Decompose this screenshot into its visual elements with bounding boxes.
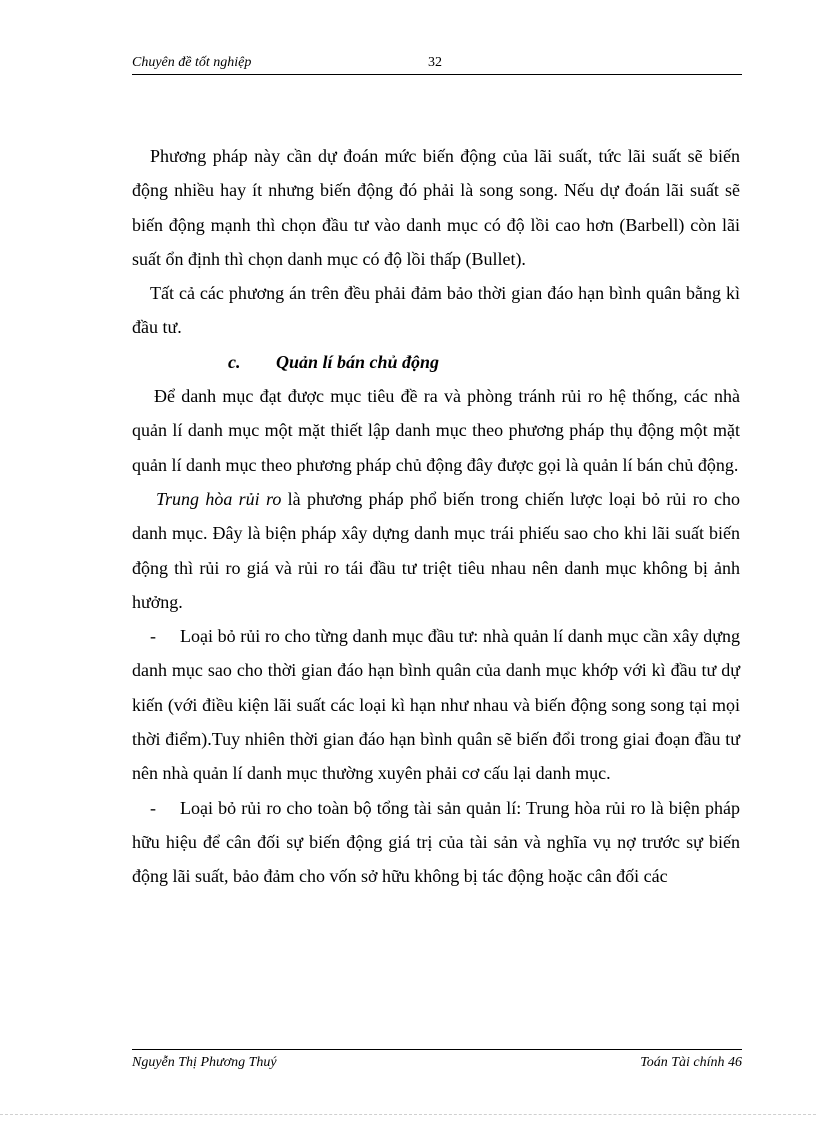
immunization-term: Trung hòa rủi ro (156, 488, 282, 509)
page-edge-divider (0, 1114, 816, 1115)
author-name: Nguyễn Thị Phương Thuý (132, 1055, 277, 1070)
paragraph-immunization (132, 482, 740, 619)
bullet-text: Loại bỏ rủi ro cho từng danh mục đầu tư: nhà quản lí danh mục cần xây dựng danh mục sao cho thời gian đáo hạn bình quân của danh mục khớp với kì đầu tư dự kiến (với điều kiện lãi suất các loại kì hạn như nhau và biến động song song tại mọi thời điểm).Tuy nhiên thời gian đáo hạn bình quân sẽ biến đổi trong giai đoạn đầu tư nên nhà quản lí danh mục thường xuyên phải cơ cấu lại danh mục. (132, 626, 740, 784)
bullet-text: Loại bỏ rủi ro cho toàn bộ tổng tài sản quản lí: Trung hòa rủi ro là biện pháp hữu hiệu để cân đối sự biến động giá trị của tài sản và nghĩa vụ nợ trước sự biến động lãi suất, bảo đảm cho vốn sở hữu không bị tác động hoặc cân đối các (132, 797, 740, 887)
section-heading-letter: c. (228, 351, 241, 372)
bullet-dash: - (150, 797, 156, 818)
bullet-dash: - (150, 626, 156, 647)
page-number: 32 (428, 55, 442, 70)
bullet-item-total-assets (132, 791, 740, 894)
page-body (132, 139, 740, 894)
immunization-description: là phương pháp phổ biến trong chiến lược loại bỏ rủi ro cho danh mục. Đây là biện pháp xây dựng danh mục trái phiếu sao cho khi lãi suất biến động thì rủi ro giá và rủi ro tái đầu tư triệt tiêu nhau nên danh mục không bị ảnh hưởng. (132, 488, 740, 612)
paragraph-barbell-bullet: Phương pháp này cần dự đoán mức biến động của lãi suất, tức lãi suất sẽ biến động nhiều hay ít nhưng biến động đó phải là song song. Nếu dự đoán lãi suất sẽ biến động mạnh thì chọn đầu tư vào danh mục có độ lồi cao hơn (Barbell) còn lãi suất ổn định thì chọn danh mục có độ lồi thấp (Bullet). (132, 146, 740, 269)
page-header (132, 54, 742, 75)
class-name: Toán Tài chính 46 (640, 1055, 742, 1070)
document-title: Chuyên đề tốt nghiệp (132, 55, 252, 70)
section-heading-text: Quản lí bán chủ động (276, 351, 440, 372)
bullet-item-portfolio (132, 619, 740, 790)
section-heading (132, 345, 740, 379)
page-footer (132, 1049, 742, 1074)
paragraph-semi-active-definition: Để danh mục đạt được mục tiêu đề ra và phòng tránh rủi ro hệ thống, các nhà quản lí danh mục một mặt thiết lập danh mục theo phương pháp thụ động một mặt quản lí danh mục theo phương pháp chủ động đây được gọi là quản lí bán chủ động. (132, 386, 740, 475)
paragraph-duration-requirement: Tất cả các phương án trên đều phải đảm bảo thời gian đáo hạn bình quân bằng kì đầu tư. (132, 283, 740, 338)
